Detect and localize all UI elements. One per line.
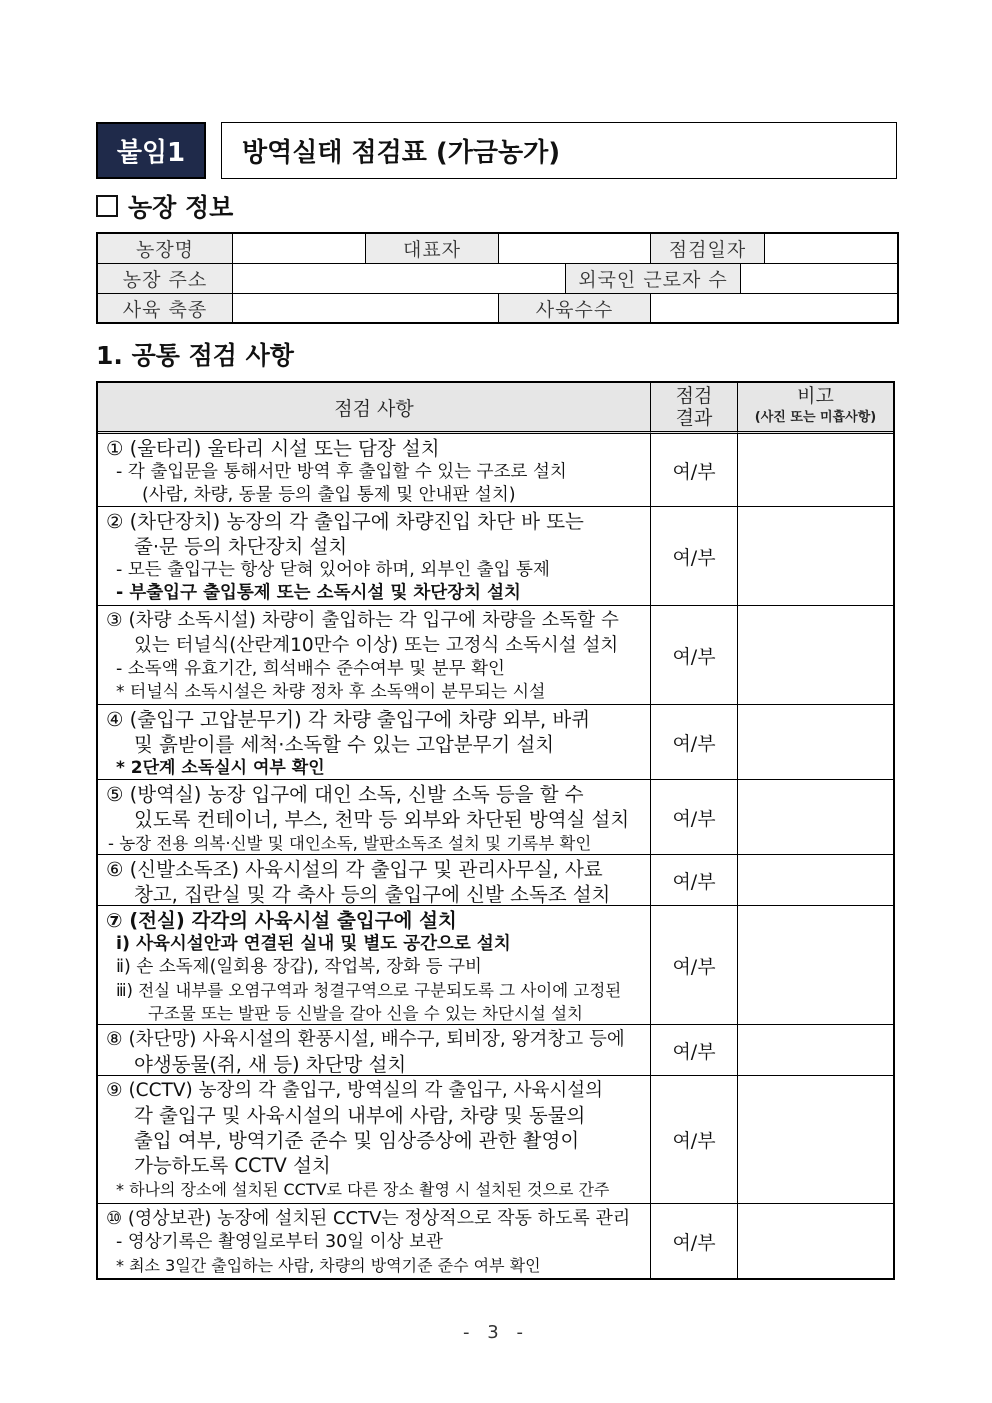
table-row: [98, 1204, 893, 1278]
page-number: - 3 -: [463, 1322, 529, 1343]
note-cell[interactable]: [738, 1076, 893, 1203]
row-text: - 각 출입문을 통해서만 방역 후 출입할 수 있는 구조로 설치: [116, 462, 567, 482]
row-text: ⑤ (방역실) 농장 입구에 대인 소독, 신발 소독 등을 할 수: [106, 783, 584, 806]
row-text: * 2단계 소독실시 여부 확인: [116, 758, 325, 778]
note-cell[interactable]: [738, 906, 893, 1024]
row-text: 줄·문 등의 차단장치 설치: [134, 535, 348, 558]
row-text: - 부출입구 출입통제 또는 소독시설 및 차단장치 설치: [116, 583, 521, 603]
livestock-type-value[interactable]: [233, 294, 499, 322]
table-row: [98, 705, 893, 780]
note-cell[interactable]: [738, 507, 893, 605]
foreign-workers-value[interactable]: [741, 264, 897, 294]
common-inspection-heading: 1. 공통 점검 사항: [96, 341, 294, 370]
header-note-line2: (사진 또는 미흡사항): [754, 410, 877, 425]
note-cell[interactable]: [738, 1025, 893, 1075]
result-yes-no[interactable]: 여/부: [651, 906, 738, 1024]
farm-info-heading: [96, 188, 233, 224]
result-yes-no[interactable]: 여/부: [651, 855, 738, 905]
result-yes-no[interactable]: 여/부: [651, 1076, 738, 1203]
attachment-badge: 붙임1: [96, 122, 206, 179]
label-livestock-count: 사육수수: [499, 294, 651, 322]
label-inspection-date: 점검일자: [651, 234, 765, 264]
row-text: - 모든 출입구는 항상 닫혀 있어야 하며, 외부인 출입 통제: [116, 560, 550, 580]
row-text: * 터널식 소독시설은 차량 정차 후 소독액이 분무되는 시설: [116, 682, 546, 702]
row-text: - 소독액 유효기간, 희석배수 준수여부 및 분무 확인: [116, 659, 505, 679]
farm-info-heading-text: 농장 정보: [128, 193, 234, 222]
farm-name-value[interactable]: [233, 234, 366, 264]
row-text: ⅲ) 전실 내부를 오염구역과 청결구역으로 구분되도록 그 사이에 고정된: [116, 981, 622, 1000]
row-text: 가능하도록 CCTV 설치: [134, 1154, 331, 1177]
note-cell[interactable]: [738, 780, 893, 854]
note-cell[interactable]: [738, 606, 893, 704]
row-text: 출입 여부, 방역기준 준수 및 임상증상에 관한 촬영이: [134, 1129, 580, 1152]
label-farm-name: 농장명: [98, 234, 233, 264]
table-row: [98, 855, 893, 906]
farm-address-value[interactable]: [233, 264, 566, 294]
table-row: [98, 1025, 893, 1076]
result-yes-no[interactable]: 여/부: [651, 1204, 738, 1278]
header-item: 점검 사항: [98, 383, 651, 434]
result-yes-no[interactable]: 여/부: [651, 705, 738, 779]
label-livestock-type: 사육 축종: [98, 294, 233, 322]
note-cell[interactable]: [738, 705, 893, 779]
document-title: 방역실태 점검표 (가금농가): [221, 122, 897, 179]
row-text: ⑧ (차단망) 사육시설의 환풍시설, 배수구, 퇴비장, 왕겨창고 등에: [106, 1029, 625, 1050]
result-yes-no[interactable]: 여/부: [651, 507, 738, 605]
table-row: [98, 906, 893, 1025]
label-representative: 대표자: [366, 234, 499, 264]
row-text: * 하나의 장소에 설치된 CCTV로 다른 장소 촬영 시 설치된 것으로 간주: [116, 1180, 610, 1199]
inspection-date-value[interactable]: [765, 234, 897, 264]
livestock-count-value[interactable]: [651, 294, 897, 322]
label-foreign-workers: 외국인 근로자 수: [566, 264, 741, 294]
row-text: ⑦ (전실) 각각의 사육시설 출입구에 설치: [106, 909, 457, 932]
inspection-table: [96, 381, 895, 1280]
row-text: ③ (차량 소독시설) 차량이 출입하는 각 입구에 차량을 소독할 수: [106, 610, 619, 631]
row-text: ⑨ (CCTV) 농장의 각 출입구, 방역실의 각 출입구, 사육시설의: [106, 1080, 604, 1101]
farm-info-table: [96, 232, 899, 324]
row-text: ② (차단장치) 농장의 각 출입구에 차량진입 차단 바 또는: [106, 510, 584, 533]
note-cell[interactable]: [738, 855, 893, 905]
row-text: (사람, 차량, 동물 등의 출입 통제 및 안내판 설치): [142, 485, 516, 505]
result-yes-no[interactable]: 여/부: [651, 434, 738, 506]
row-text: ⑥ (신발소독조) 사육시설의 각 출입구 및 관리사무실, 사료: [106, 858, 603, 881]
row-text: * 최소 3일간 출입하는 사람, 차량의 방역기준 준수 여부 확인: [116, 1256, 541, 1275]
row-text: 구조물 또는 발판 등 신발을 갈아 신을 수 있는 차단시설 설치: [148, 1004, 583, 1023]
note-cell[interactable]: [738, 434, 893, 506]
row-text: 및 흙받이를 세척·소독할 수 있는 고압분무기 설치: [134, 733, 555, 756]
header-result: [651, 383, 738, 434]
table-row: [98, 606, 893, 705]
row-text: ④ (출입구 고압분무기) 각 차량 출입구에 차량 외부, 바퀴: [106, 708, 591, 731]
representative-value[interactable]: [499, 234, 651, 264]
table-row: [98, 780, 893, 855]
note-cell[interactable]: [738, 1204, 893, 1278]
header-note: [738, 383, 893, 434]
row-text: - 영상기록은 촬영일로부터 30일 이상 보관: [116, 1232, 443, 1252]
result-yes-no[interactable]: 여/부: [651, 606, 738, 704]
row-text: 있는 터널식(산란계10만수 이상) 또는 고정식 소독시설 설치: [134, 635, 619, 656]
row-text: ⑩ (영상보관) 농장에 설치된 CCTV는 정상적으로 작동 하도록 관리: [106, 1208, 631, 1229]
table-row: [98, 1076, 893, 1204]
header-result-line1: 점검: [675, 385, 713, 407]
row-text: 있도록 컨테이너, 부스, 천막 등 외부와 차단된 방역실 설치: [134, 808, 630, 831]
row-text: 각 출입구 및 사육시설의 내부에 사람, 차량 및 동물의: [134, 1104, 586, 1127]
result-yes-no[interactable]: 여/부: [651, 780, 738, 854]
row-text: 창고, 집란실 및 각 축사 등의 출입구에 신발 소독조 설치: [134, 883, 611, 906]
table-row: [98, 434, 893, 507]
row-text: - 농장 전용 의복·신발 및 대인소독, 발판소독조 설치 및 기록부 확인: [108, 834, 592, 853]
header-result-line2: 결과: [675, 407, 713, 429]
row-text: ⅱ) 손 소독제(일회용 장갑), 작업복, 장화 등 구비: [116, 957, 482, 977]
header-note-line1: 비고: [797, 385, 834, 407]
table-row: [98, 507, 893, 606]
row-text: 야생동물(쥐, 새 등) 차단망 설치: [134, 1053, 407, 1076]
row-text: ⅰ) 사육시설안과 연결된 실내 및 별도 공간으로 설치: [116, 934, 511, 954]
checkbox-square-icon: [96, 195, 118, 217]
result-yes-no[interactable]: 여/부: [651, 1025, 738, 1075]
row-text: ① (울타리) 울타리 시설 또는 담장 설치: [106, 437, 440, 460]
label-farm-address: 농장 주소: [98, 264, 233, 294]
